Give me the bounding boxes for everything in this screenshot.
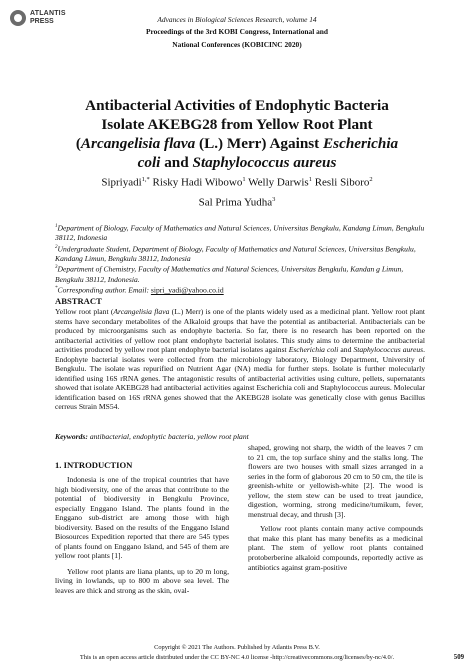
footer-copyright: Copyright © 2021 The Authors. Published by Atlantis Press B.V. <box>154 644 320 651</box>
intro-right-column <box>248 443 423 572</box>
affiliations <box>55 222 425 295</box>
author-5: Sal Prima Yudha <box>198 196 273 209</box>
author-1: Sipriyadi <box>101 176 142 189</box>
keywords-label: Keywords: <box>55 432 88 441</box>
title-line4: coli and Staphylococcus aureus <box>137 154 337 171</box>
author-list: Sipriyadi$^{1,*}$ Risky Hadi Wibowo$^1$ Welly Darwis$^1$ Resli Siboro$^2$ <box>101 176 373 189</box>
intro-paragraph-3: shaped, growing not sharp, the width of the leaves 7 cm to 21 cm, the top surface shiny and the stalks long. The flowers are two houses with small sizes arranged in a series in the form of glaborous 20 cm to 50 cm, the tile is greenish-white or yellowish-white [2]. The wood is yellow, the stem stew can be used to treat jaundice, digestion, worming, strong medicine/tumikum, fever, menstrual decay, and thrush [3]. <box>248 443 423 519</box>
affiliation-3: $^3$Department of Chemistry, Faculty of Mathematics and Natural Sciences, Universitas Bengkulu, Kandan g Limun, Bengkulu 38112, Indonesia. <box>55 264 404 284</box>
proceedings-line1: Proceedings of the 3rd KOBI Congress, International and <box>145 27 329 36</box>
logo-text-line1: ATLANTIS <box>30 10 66 17</box>
proceedings-line2: National Conferences (KOBICINC 2020) <box>172 40 302 49</box>
keywords-text: antibacterial, endophytic bacteria, yellow root plant <box>89 432 249 441</box>
abstract-text: Yellow root plant (Arcangelisia flava (L.) Merr) is one of the plants widely used as a medicinal plant. Yellow root plant stems have secondary metabolites of the Alkaloid groups that have the potential as antibacterial. Antibacterials can be produced by microorganisms such as endophyte bacteria. So far, there is no research has been reported on the antibacterial activities of yellow root plant endophyte bacterial isolates. This study aims to determine the antibacterial activities produced by yellow root plant endophyte bacterial isolates against Escherichia coli and Staphylococcus aureus. Endophyte bacterial isolates were collected from the microbiology laboratory, Biology Department, University of Bengkulu. The isolate was repurified on Nutrient Agar (NA) media for further steps. Isolate is further molecularly identified using 16S rRNA genes. The antagonistic results of antibacterial activities using culture, pellets, supernatants showed that isolate AKEBG28 had antibacterial activities against Escherichia coli and Staphylococcus aureus. Molecular identification based on 16S rRNA genes showed that the AKEBG28 isolate was genetically close with genus Bacillus cerreus Strain MS54. <box>55 307 426 412</box>
author-3: Welly Darwis <box>248 176 309 189</box>
intro-paragraph-4: Yellow root plants contain many active compounds that make this plant has many benefits as a medicinal plant. The stem of yellow root plants contained protoberberine alkaloid compounds, reportedly active as antibiotics against gram-positive <box>248 524 423 572</box>
email-link[interactable]: sipri_yadi@yahoo.co.id <box>150 285 224 295</box>
page-number: 509 <box>453 654 464 661</box>
title-line2: Isolate AKEBG28 from Yellow Root Plant <box>101 116 373 133</box>
intro-paragraph-1: Indonesia is one of the tropical countries that have high biodiversity, one of the areas that contribute to the potential of biodiversity in Bengkulu Province, especially Enggano Island. The plants found in the Enggano sub-district are among those with high biodiversity. Based on the results of the Enggano Island Biosources Expedition reported that there are 545 types of plants found on Enggano Island, and 545 of them are yellow root plants [1]. <box>55 475 229 561</box>
affiliation-2: $^2$Undergraduate Student, Department of Biology, Faculty of Mathematics and Natural Sciences, Universitas Bengkulu, Kandang Limun, Bengkulu 38112, Indonesia <box>55 244 416 263</box>
paper-title <box>40 96 434 172</box>
abstract-heading: ABSTRACT <box>55 296 102 306</box>
affiliation-1: $^1$Department of Biology, Faculty of Mathematics and Natural Sciences, Universitas Bengkulu, Kandang Limun, Bengkulu 38112, Indonesia <box>55 223 425 243</box>
footer-license: This is an open access article distributed under the CC BY-NC 4.0 license -http://creativecommons.org/licenses/by-nc/4.0/. <box>79 654 395 661</box>
title-line1: Antibacterial Activities of Endophytic Bacteria <box>85 97 389 114</box>
author-4: Resli Siboro <box>314 176 370 189</box>
intro-left-column <box>55 475 229 596</box>
logo-text-line2: PRESS <box>30 18 54 25</box>
author-list-line2: Sal Prima Yudha$^3$ <box>198 196 276 209</box>
keywords <box>55 432 425 441</box>
introduction-heading: 1. INTRODUCTION <box>55 460 133 470</box>
corresponding-author: *Corresponding author. Email: sipri_yadi@yahoo.co.id <box>55 285 224 295</box>
title-line3: (Arcangelisia flava (L.) Merr) Against Escherichia <box>75 135 399 152</box>
series-header: Advances in Biological Sciences Research, volume 14 <box>157 15 317 24</box>
author-2: Risky Hadi Wibowo <box>152 176 243 189</box>
intro-paragraph-2: Yellow root plants are liana plants, up to 20 m long, living in lowlands, up to 800 m above sea level. The leaves are thick and strong as the skin, oval- <box>55 566 229 596</box>
